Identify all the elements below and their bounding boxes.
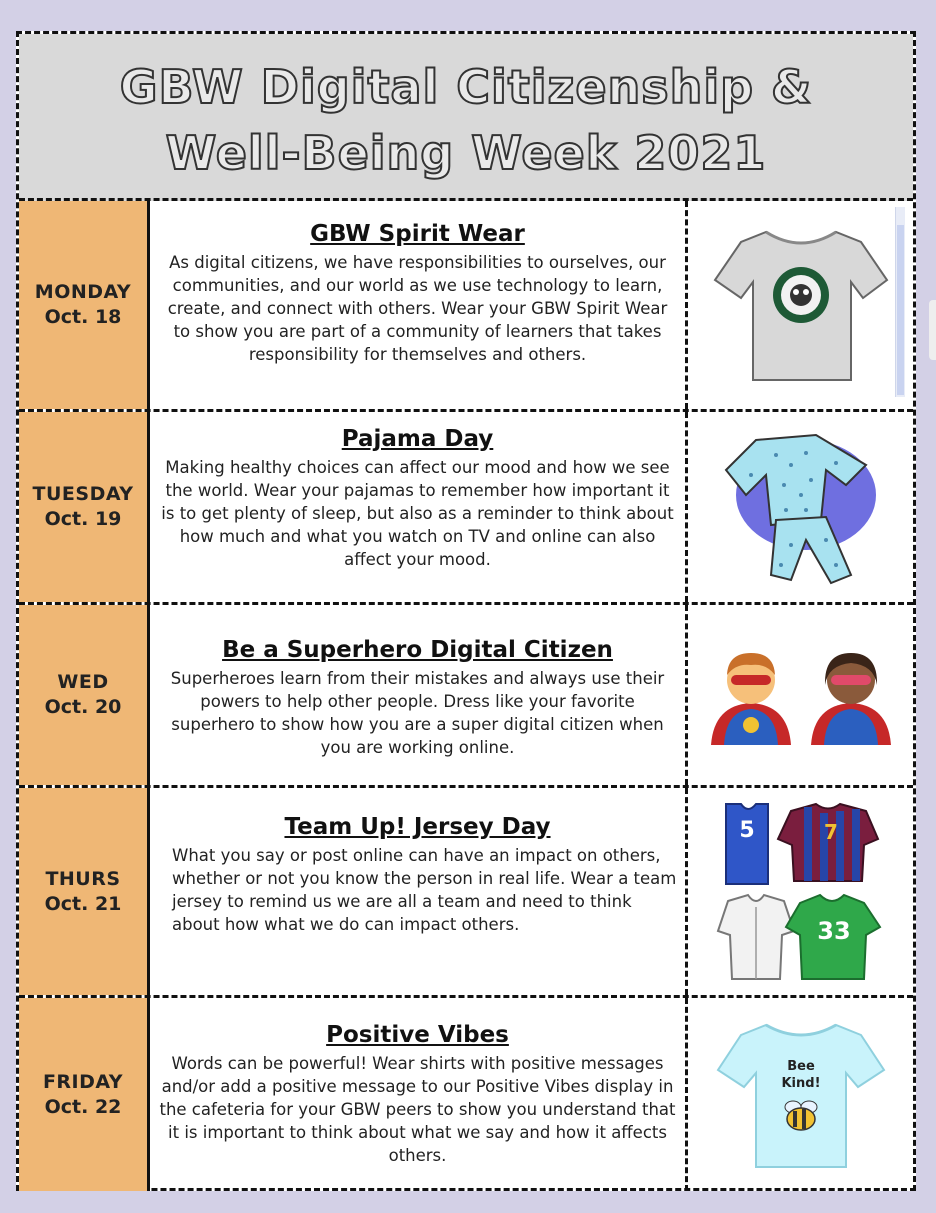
day-row-tuesday — [19, 412, 913, 605]
pajamas-icon — [716, 425, 886, 590]
event-title: Team Up! Jersey Day — [284, 814, 551, 840]
day-name: TUESDAY — [32, 483, 134, 505]
day-date: Oct. 21 — [44, 892, 122, 915]
day-label-cell — [19, 412, 150, 602]
day-label-cell — [19, 201, 150, 409]
event-content — [150, 412, 688, 602]
day-name: MONDAY — [34, 281, 132, 303]
event-title: Pajama Day — [341, 426, 494, 452]
scrollbar-thumb[interactable] — [897, 225, 904, 395]
bee-icon — [785, 1101, 817, 1130]
shirt-text-line-2: Kind! — [780, 1075, 821, 1091]
day-date: Oct. 19 — [44, 508, 122, 530]
day-date: Oct. 18 — [44, 306, 122, 328]
day-label-cell — [19, 788, 150, 995]
tshirt-icon — [711, 220, 891, 390]
jersey-number-33: 33 — [816, 917, 851, 945]
image-scrollbar[interactable] — [895, 207, 905, 397]
bee-kind-shirt-image — [688, 998, 913, 1191]
day-row-friday — [19, 998, 913, 1191]
event-content — [150, 605, 688, 785]
flyer-header — [19, 34, 913, 201]
day-name: THURS — [45, 867, 121, 890]
event-description: Making healthy choices can affect our mood and how we see the world. Wear your pajamas to remember how important it is to get plenty of sleep, but also as a reminder to think about how much and what you watch on TV and online can also affect your mood. — [161, 458, 674, 569]
day-row-thursday — [19, 788, 913, 998]
spirit-tshirt-image — [688, 201, 913, 409]
day-row-monday — [19, 201, 913, 412]
day-date: Oct. 20 — [44, 696, 122, 718]
window-edge-tab — [929, 300, 936, 360]
event-description: As digital citizens, we have responsibilities to ourselves, our communities, and our world as we use technology to learn, create, and connect with others. Wear your GBW Spirit Wear to show you are part of a community of learners that takes responsibility for themselves and others. — [167, 253, 668, 364]
day-name: FRIDAY — [42, 1070, 124, 1093]
day-date: Oct. 22 — [44, 1095, 122, 1118]
bee-tshirt-icon — [716, 1015, 886, 1175]
jersey-number-5: 5 — [738, 818, 755, 843]
event-content — [150, 788, 688, 995]
event-description: What you say or post online can have an impact on others, whether or not you know the person in real life. Wear a team jersey to remind us we are all a team and need to think about how what we do can impact others. — [172, 846, 677, 934]
event-title: GBW Spirit Wear — [310, 221, 525, 247]
superhero-image — [688, 605, 913, 785]
event-title: Be a Superhero Digital Citizen — [222, 637, 613, 663]
event-description: Words can be powerful! Wear shirts with positive messages and/or add a positive message to our Positive Vibes display in the cafeteria for your GBW peers to show you understand that it is important to think about what we say and how it affects others. — [159, 1054, 676, 1165]
day-label-cell — [19, 605, 150, 785]
jerseys-image — [688, 788, 913, 995]
pajamas-image — [688, 412, 913, 602]
flyer-frame — [16, 31, 916, 1191]
event-content — [150, 201, 688, 409]
title-line-2: Well-Being Week 2021 — [165, 126, 767, 180]
event-content — [150, 998, 688, 1191]
jerseys-icon — [716, 799, 886, 984]
event-description: Superheroes learn from their mistakes and always use their powers to help other people. Dress like your favorite superhero to show how you are a super digital citizen when you are working online. — [170, 669, 665, 757]
jersey-number-7: 7 — [823, 820, 838, 844]
shirt-text-line-1: Bee — [786, 1058, 815, 1074]
title-line-1: GBW Digital Citizenship & — [119, 60, 813, 114]
day-label-cell — [19, 998, 150, 1191]
event-title: Positive Vibes — [326, 1022, 509, 1048]
superhero-icon — [706, 645, 896, 745]
day-row-wednesday — [19, 605, 913, 788]
day-name: WED — [57, 671, 109, 693]
